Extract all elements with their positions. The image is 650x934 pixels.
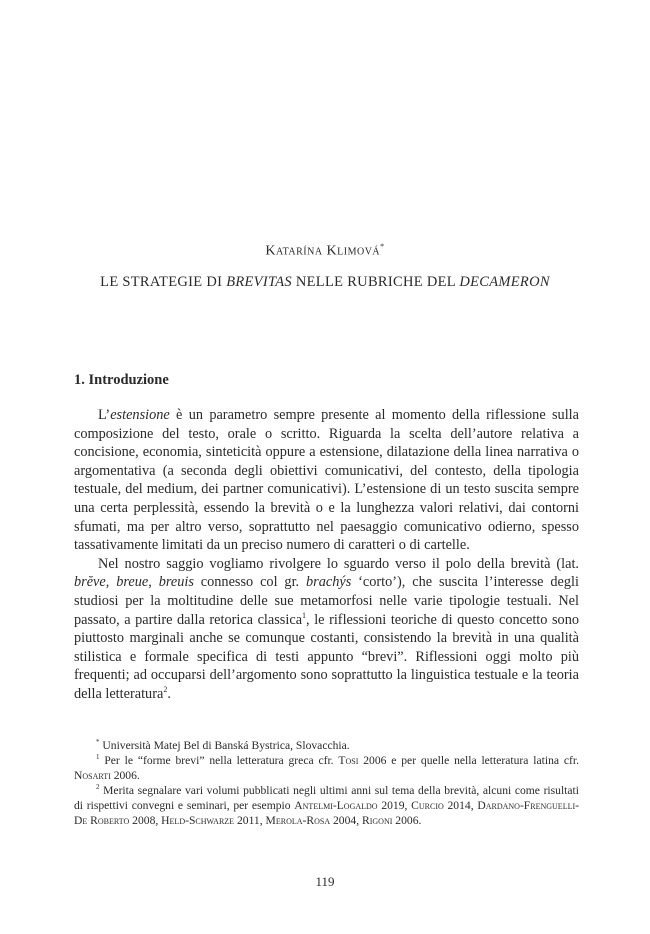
footnote-ref: 1 bbox=[302, 610, 307, 620]
body-text bbox=[74, 406, 579, 704]
footnote: $^1$ Per le “forme brevi” nella letteratura greca cfr. Tosi 2006 e per quelle nella letteratura latina cfr. Nosarti 2006. bbox=[74, 753, 579, 782]
paragraph: L’estensione è un parametro sempre presente al momento della riflessione sulla composizione del testo, orale o scritto. Riguarda la scelta dell’autore relativa a concisione, economia, sinteticità oppure a estensione, dilatazione della linea narrativa o argomentativa (a seconda degli obiettivi comunicativi, del contesto, della tipologia testuale, del medium, dei partner comunicativi). L’estensione di un testo suscita sempre una certa perplessità, essendo la brevità o e la lunghezza valori relativi, dai contorni sfumati, ma per altro verso, soprattutto nel paesaggio comunicativo odierno, spesso tassativamente limitati da un preciso numero di caratteri o di cartelle. bbox=[74, 407, 579, 554]
footnote: $^2$ Merita segnalare vari volumi pubblicati negli ultimi anni sul tema della brevità, alcuni come risultati di rispettivi convegni e seminari, per esempio Antelmi-Logaldo 2019, Curcio 2014, Dardano-Frenguelli-De Roberto 2008, Held-Schwarze 2011, Merola-Rosa 2004, Rigoni 2006. bbox=[74, 783, 579, 827]
footnote: * Università Matej Bel di Banská Bystrica, Slovacchia. bbox=[96, 738, 350, 752]
page-number: 119 bbox=[315, 874, 335, 889]
author-footnote-mark: * bbox=[380, 242, 385, 251]
footnotes bbox=[74, 738, 579, 828]
paragraph: Nel nostro saggio vogliamo rivolgere lo sguardo verso il polo della brevità (lat. brĕve, breue, breuis connesso col gr. brachýs ‘corto’), che suscita l’interesse degli studiosi per la moltitudine delle sue metamorfosi nelle varie tipologie testuali. Nel passato, a partire dalla retorica classica$^1$, le riflessioni teoriche di questo concetto sono piuttosto marginali anche se comunque costanti, consistendo la brevità in una qualità stilistica e formale specifica di testi appunto “brevi”. Riflessioni oggi molto più frequenti; ad occuparsi dell’argomento sono soprattutto la linguistica testuale e la teoria della letteratura$^2$. bbox=[74, 555, 580, 702]
article-title: LE STRATEGIE DI BREVITAS NELLE RUBRICHE DEL DECAMERON bbox=[100, 274, 550, 290]
footnote-ref: 2 bbox=[163, 685, 168, 695]
section-heading: 1. Introduzione bbox=[74, 372, 169, 388]
author-name: Katarína Klimová* bbox=[265, 242, 385, 259]
